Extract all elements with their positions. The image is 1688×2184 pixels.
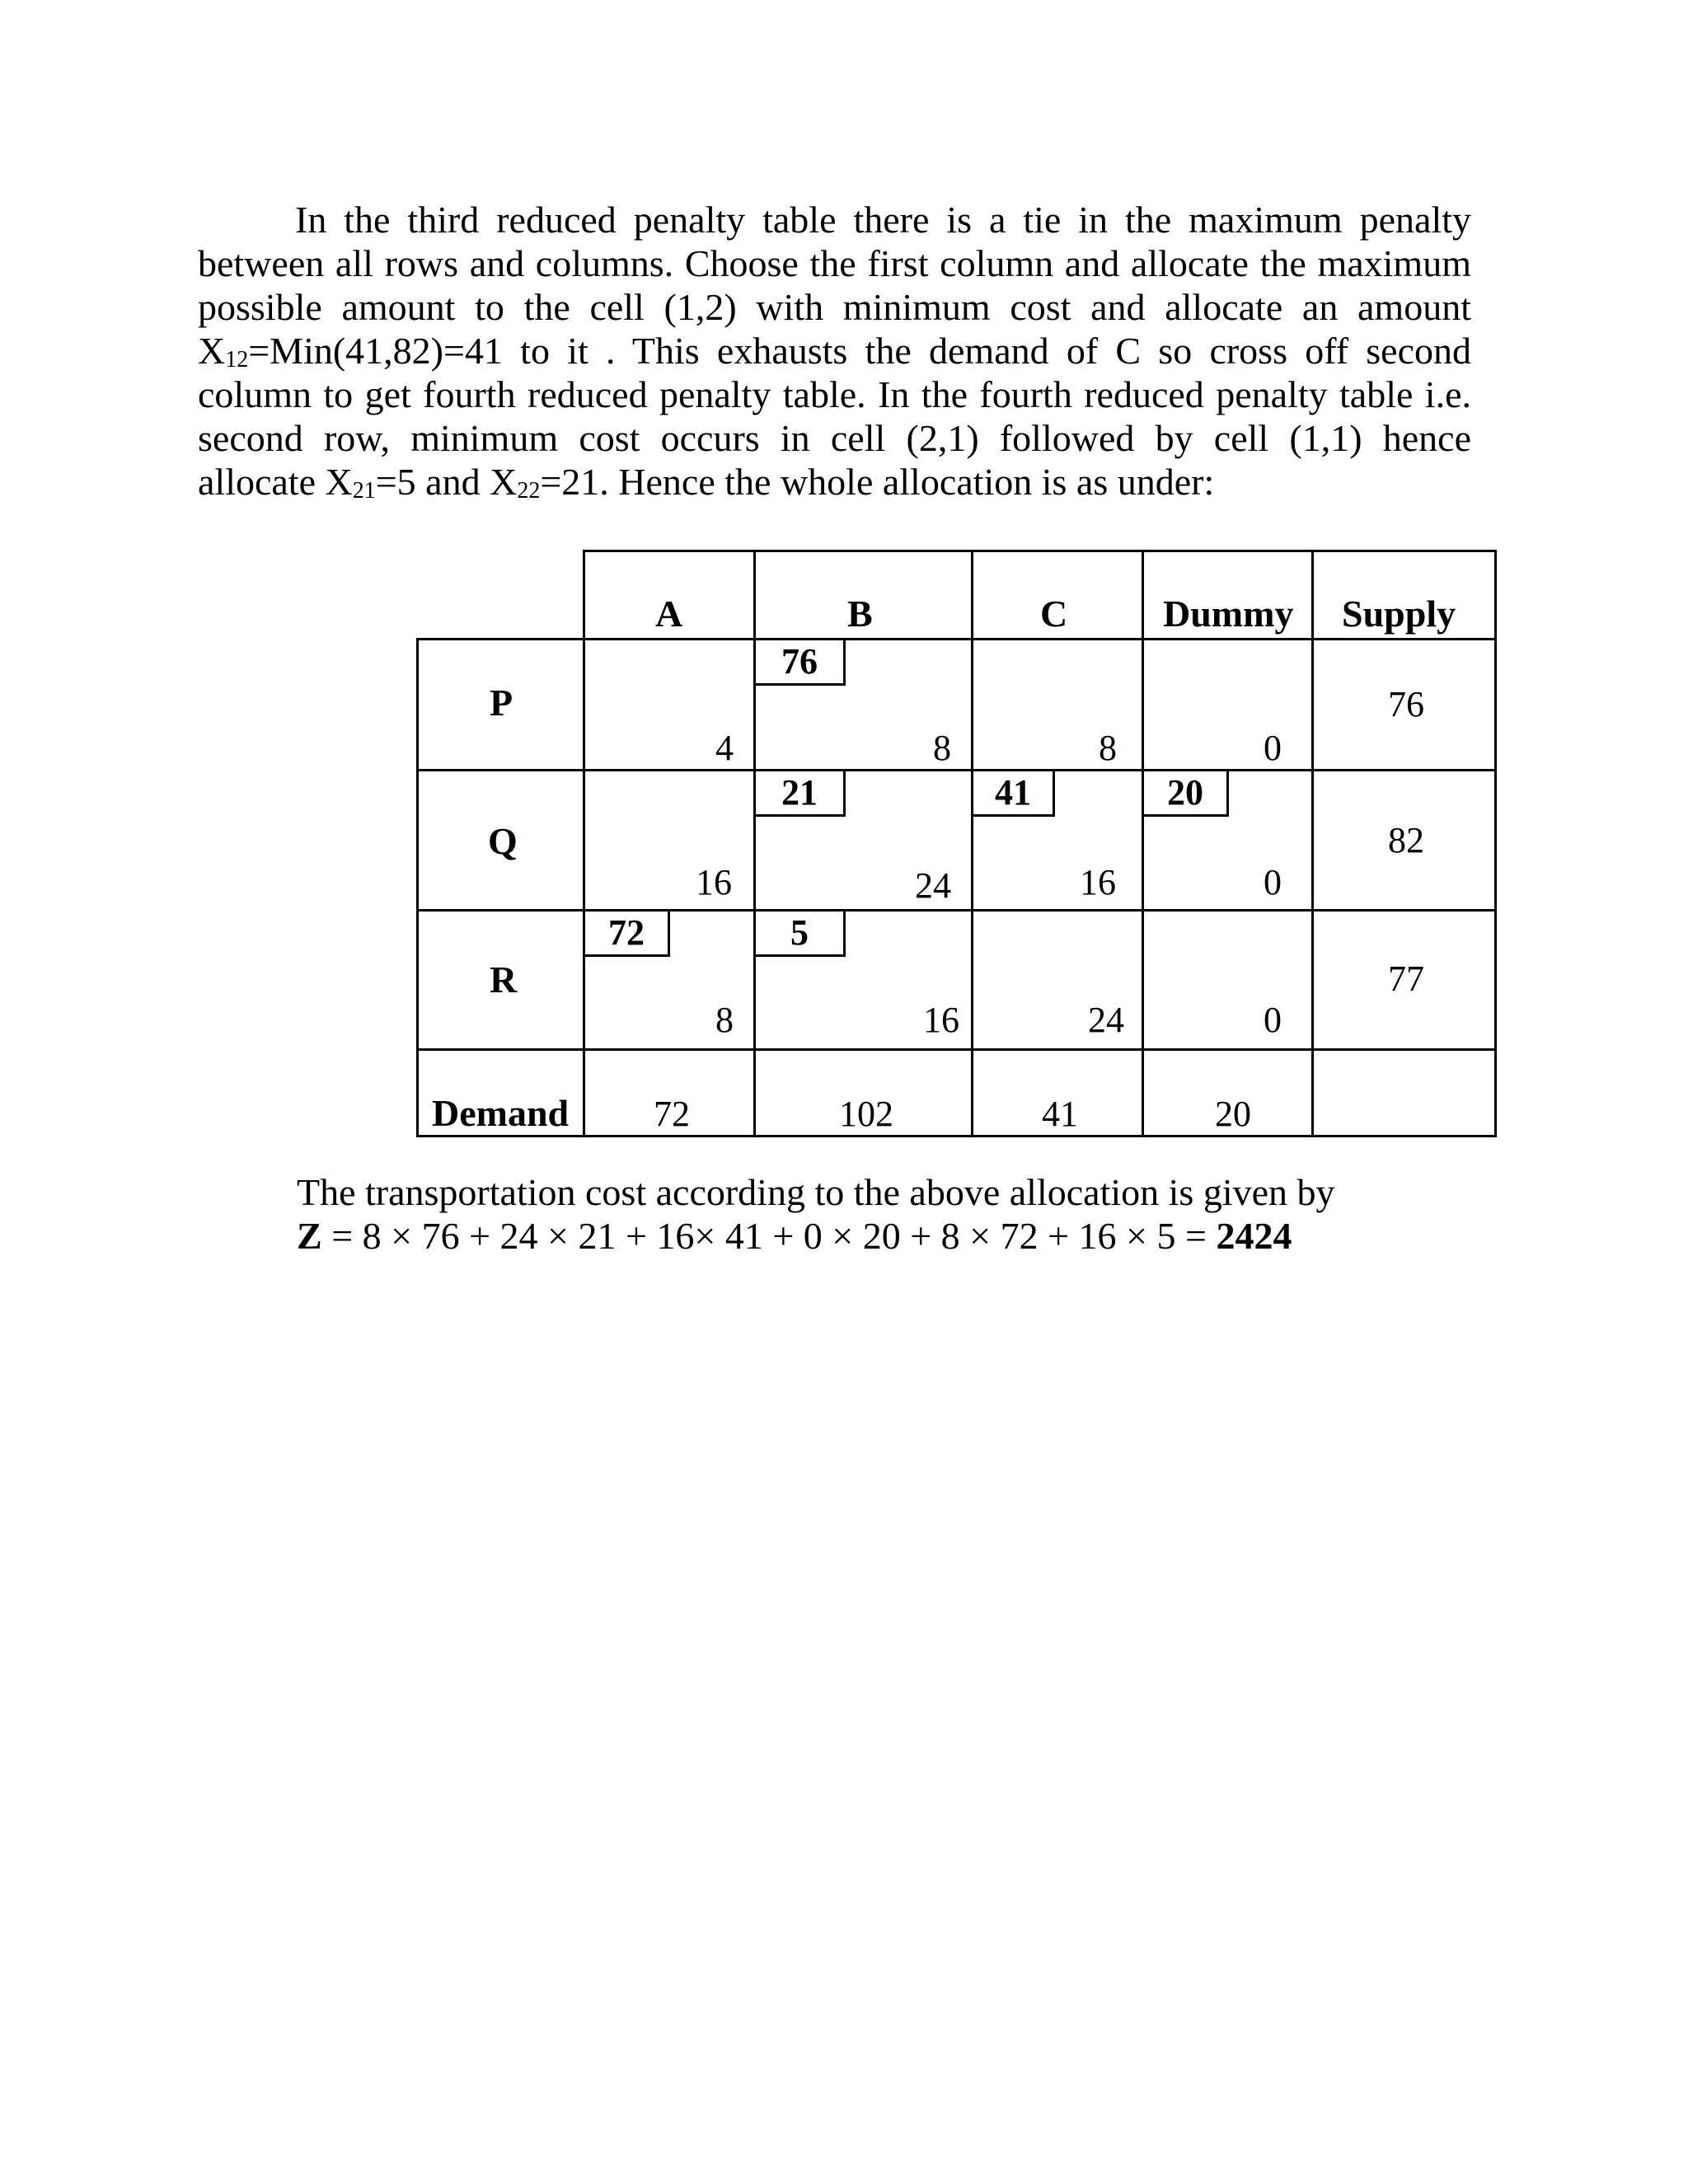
paragraph-line-2: between all rows and columns. Choose the first column and allocate the maximum — [198, 242, 1471, 284]
table-line-col-dummy — [1142, 550, 1144, 1137]
table-border-bottom — [416, 1135, 1497, 1137]
table-line-row-r — [416, 1048, 1497, 1051]
variable-x: X — [198, 330, 226, 372]
table-line-header — [416, 638, 1497, 640]
demand-b: 102 — [839, 1094, 893, 1134]
z-result: 2424 — [1216, 1215, 1292, 1257]
demand-c: 41 — [1042, 1094, 1078, 1134]
paragraph-line-3: possible amount to the cell (1,2) with minimum cost and allocate an amount — [198, 286, 1471, 328]
cost-p-c: 8 — [1099, 728, 1117, 768]
cost-p-dummy: 0 — [1264, 728, 1282, 768]
cost-q-c: 16 — [1080, 862, 1116, 902]
row-header-q: Q — [488, 820, 518, 862]
cost-q-b: 24 — [915, 865, 951, 906]
col-header-b: B — [847, 593, 873, 635]
table-border-left — [416, 638, 419, 1137]
cost-p-b: 8 — [933, 728, 951, 768]
row-header-r: R — [490, 958, 518, 1001]
summary-line-1: The transportation cost according to the above allocation is given by — [297, 1171, 1335, 1213]
row-header-p: P — [490, 682, 513, 724]
demand-a: 72 — [654, 1094, 690, 1134]
paragraph-line-7-b: =5 and X — [375, 461, 518, 503]
col-header-supply: Supply — [1342, 593, 1456, 635]
cost-q-a: 16 — [696, 862, 732, 902]
summary-formula — [297, 1214, 1335, 1258]
supply-q: 82 — [1388, 820, 1424, 860]
paragraph-line-4 — [198, 329, 1471, 373]
paragraph-line-7-c: =21. Hence the whole allocation is as under: — [540, 461, 1215, 503]
paragraph-line-5: column to get fourth reduced penalty table. In the fourth reduced penalty table i.e. — [198, 373, 1471, 415]
subscript-21: 21 — [352, 478, 376, 504]
allocation-q-c: 41 — [971, 769, 1055, 817]
table-line-col-a — [583, 550, 585, 1137]
col-header-a: A — [655, 593, 683, 635]
cost-r-c: 24 — [1088, 1000, 1124, 1040]
paragraph-line-6: second row, minimum cost occurs in cell (2,1) followed by cell (1,1) hence — [198, 417, 1471, 459]
cost-summary — [297, 1170, 1335, 1258]
table-border-right — [1494, 550, 1497, 1137]
table-border-top — [583, 550, 1497, 552]
cost-p-a: 4 — [715, 728, 734, 768]
cost-r-a: 8 — [715, 1000, 734, 1040]
z-expression: = 8 × 76 + 24 × 21 + 16× 41 + 0 × 20 + 8 × 72 + 16 × 5 = — [321, 1215, 1217, 1257]
subscript-22: 22 — [517, 478, 541, 504]
col-header-c: C — [1040, 593, 1068, 635]
allocation-r-b: 5 — [753, 909, 846, 957]
allocation-q-b: 21 — [753, 769, 846, 817]
explanation-paragraph — [198, 198, 1471, 504]
allocation-q-dummy: 20 — [1142, 769, 1229, 817]
demand-label: Demand — [432, 1092, 570, 1134]
paragraph-line-4-text: =Min(41,82)=41 to it . This exhausts the demand of C so cross off second — [248, 330, 1471, 372]
paragraph-line-7 — [198, 460, 1471, 504]
allocation-r-a: 72 — [583, 909, 670, 957]
table-line-row-q — [416, 909, 1497, 912]
supply-r: 77 — [1388, 958, 1424, 999]
cost-r-dummy: 0 — [1264, 1000, 1282, 1040]
subscript-12: 12 — [225, 347, 249, 373]
table-line-row-p — [416, 769, 1497, 771]
paragraph-line-7-a: allocate X — [198, 461, 353, 503]
table-line-col-c — [971, 550, 973, 1137]
cost-r-b: 16 — [923, 1000, 959, 1040]
table-line-col-supply — [1311, 550, 1314, 1137]
cost-q-dummy: 0 — [1264, 862, 1282, 902]
supply-p: 76 — [1388, 684, 1424, 724]
paragraph-line-1: In the third reduced penalty table there is a tie in the maximum penalty — [295, 199, 1471, 241]
z-label: Z — [297, 1215, 322, 1257]
col-header-dummy: Dummy — [1163, 593, 1294, 635]
demand-dummy: 20 — [1215, 1094, 1251, 1134]
allocation-p-b: 76 — [753, 638, 846, 686]
